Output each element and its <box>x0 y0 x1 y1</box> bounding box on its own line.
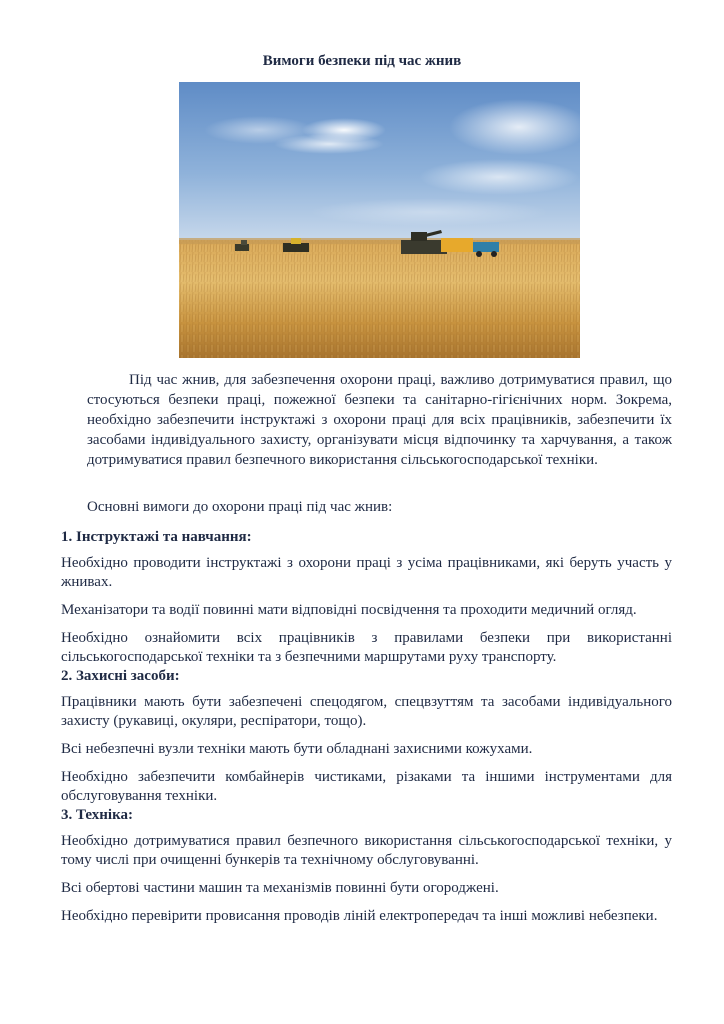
lead-paragraph: Основні вимоги до охорони праці під час жнив: <box>87 499 393 515</box>
section-heading: 2. Захисні засоби: <box>61 668 180 684</box>
section-heading: 1. Інструктажі та навчання: <box>61 529 252 545</box>
section-paragraph: Необхідно ознайомити всіх працівників з правилами безпеки при використанні сільськогосподарської техніки та з безпечними маршрутами руху транспорту. <box>61 630 672 665</box>
section-machinery <box>61 806 672 926</box>
document-title: Вимоги безпеки під час жнив <box>262 53 462 69</box>
section-paragraph: Необхідно проводити інструктажі з охорони праці з усіма працівниками, які беруть участь у жнивах. <box>61 555 672 590</box>
section-heading: 3. Техніка: <box>61 807 134 823</box>
harvest-field-photo <box>179 82 580 358</box>
section-paragraph: Необхідно забезпечити комбайнерів чистиками, різаками та іншими інструментами для обслуговування техніки. <box>61 769 672 804</box>
section-paragraph: Всі обертові частини машин та механізмів повинні бути огороджені. <box>61 880 499 896</box>
section-paragraph: Працівники мають бути забезпечені спецодягом, спецвзуттям та засобами індивідуального захисту (рукавиці, окуляри, респіратори, тощо). <box>61 694 672 729</box>
section-paragraph: Механізатори та водії повинні мати відповідні посвідчення та проходити медичний огляд. <box>61 602 637 618</box>
section-paragraph: Необхідно дотримуватися правил безпечного використання сільськогосподарської техніки, у тому числі при очищенні бункерів та технічному обслуговуванні. <box>61 833 672 868</box>
section-protective-equipment <box>61 667 672 806</box>
document-body <box>61 528 672 926</box>
section-paragraph: Всі небезпечні вузли техніки мають бути обладнані захисними кожухами. <box>61 741 533 757</box>
intro-paragraph: Під час жнив, для забезпечення охорони праці, важливо дотримуватися правил, що стосуються безпеки праці, пожежної безпеки та санітарно-гігієнічних норм. Зокрема, необхідно забезпечити інструктажі з охорони праці для всіх працівників, забезпечити їх засобами індивідуального захисту, організувати місця відпочинку та харчування, а також дотримуватися правил безпечного використання сільськогосподарської техніки. <box>87 372 672 468</box>
section-paragraph: Необхідно перевірити провисання проводів ліній електропередач та інші можливі небезпеки. <box>61 908 658 924</box>
section-instructions <box>61 528 672 667</box>
